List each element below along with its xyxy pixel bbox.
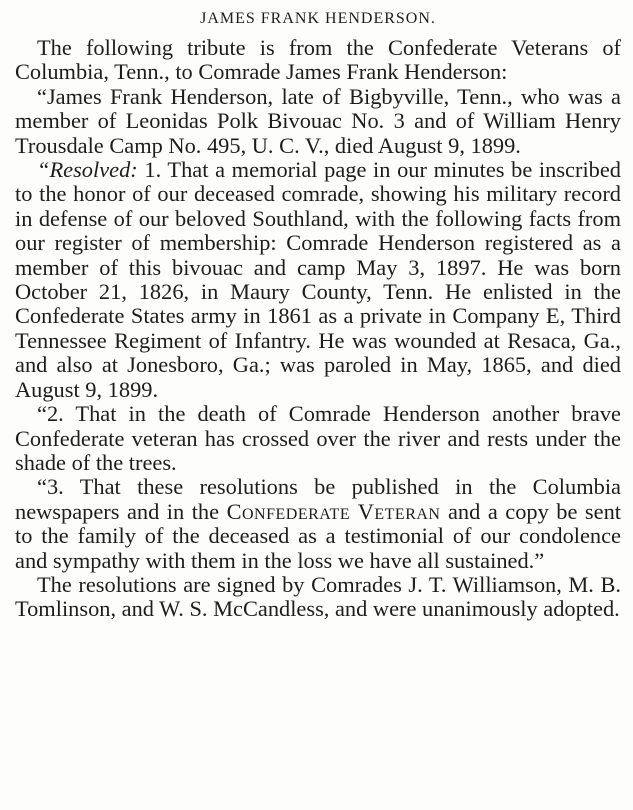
resolved-label: “Resolved: <box>37 157 138 183</box>
closing-paragraph: The resolutions are signed by Comrades J. T. Williamson, M. B. Tomlinson, and W. S. McCandless, and were unanimously adopted. <box>15 571 621 622</box>
obituary-paragraph: “James Frank Henderson, late of Bigbyville, Tenn., who was a member of Leonidas Polk Bivouac No. 3 and of William Henry Trousdale Camp No. 495, U. C. V., died August 9, 1899. <box>15 83 621 158</box>
article-title: JAMES FRANK HENDERSON. <box>200 10 436 27</box>
intro-paragraph: The following tribute is from the Confederate Veterans of Columbia, Tenn., to Comrade James Frank Henderson: <box>15 35 621 85</box>
resolution-3-text-end: and a copy be sent to the family of the deceased as a testimonial of our condolence and sympathy with them in the loss we have all sustained.” <box>15 498 621 573</box>
resolution-1-text: 1. That a memorial page in our minutes be inscribed to the honor of our deceased comrade, showing his military record in defense of our beloved Southland, with the following facts from our register of membership: Comrade Henderson registered as a member of this bivouac and camp May 3, 1897. He was born October 21, 1826, in Maury County, Tenn. He enlisted in the Confederate States army in 1861 as a private in Company E, Third Tennessee Regiment of Infantry. He was wounded at Resaca, Ga., and also at Jonesboro, Ga.; was paroled in May, 1865, and died August 9, 1899. <box>15 157 621 402</box>
resolution-3-text-start: “3. That these resolutions be published in the Columbia newspapers and in the <box>15 474 621 524</box>
resolution-2-paragraph: “2. That in the death of Comrade Henderson another brave Confederate veteran has crossed over the river and rests under the shade of the trees. <box>15 401 621 475</box>
resolution-1-paragraph <box>15 158 621 402</box>
journal-name: Confederate Veteran <box>226 498 441 524</box>
resolution-3-paragraph <box>15 475 621 573</box>
